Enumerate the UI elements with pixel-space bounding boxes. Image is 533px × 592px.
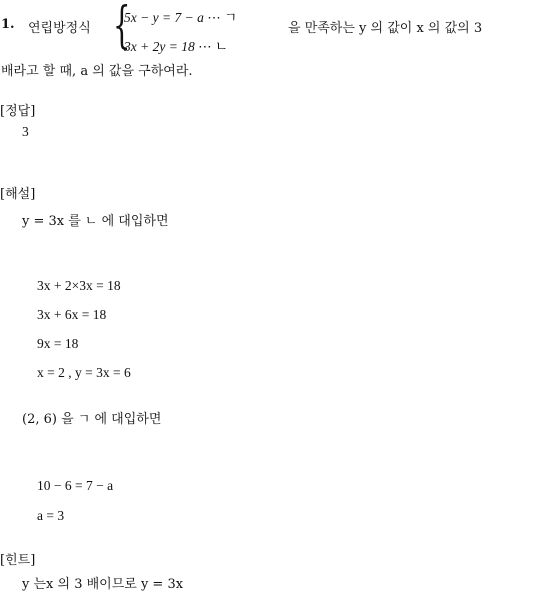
- equation-1: [124, 6, 237, 26]
- problem-condition: 을 만족하는 y 의 값이 x 의 값의 3: [288, 21, 483, 36]
- problem-continuation: 배라고 할 때, a 의 값을 구하여라.: [1, 64, 193, 79]
- left-brace: {: [113, 0, 131, 54]
- equation-1-tag: ⋯ ㄱ: [207, 10, 238, 25]
- answer-label: [정답]: [0, 104, 36, 119]
- solution-line: x = 2 , y = 3x = 6: [37, 365, 131, 380]
- solution-line: a = 3: [37, 508, 65, 523]
- solution-label: [해설]: [0, 187, 36, 202]
- equation-system: [113, 0, 263, 58]
- solution-line: 9x = 18: [37, 336, 79, 351]
- solution-step-1: y = 3x 를 ㄴ 에 대입하면: [22, 214, 169, 229]
- equation-2-tag: ⋯ ㄴ: [198, 39, 229, 54]
- solution-step-2: (2, 6) 을 ㄱ 에 대입하면: [22, 412, 162, 427]
- equation-1-body: 5x − y = 7 − a: [124, 10, 204, 25]
- equation-2: [124, 35, 228, 55]
- answer-value: 3: [22, 124, 29, 139]
- solution-line: 3x + 2×3x = 18: [37, 278, 121, 293]
- solution-line: 10 − 6 = 7 − a: [37, 478, 114, 493]
- solution-line: 3x + 6x = 18: [37, 307, 107, 322]
- problem-lead: 연립방정식: [28, 21, 91, 36]
- hint-text: y 는x 의 3 배이므로 y = 3x: [22, 577, 184, 592]
- hint-label: [힌트]: [0, 553, 36, 568]
- problem-number: 1.: [1, 17, 15, 32]
- equation-2-body: 3x + 2y = 18: [124, 39, 195, 54]
